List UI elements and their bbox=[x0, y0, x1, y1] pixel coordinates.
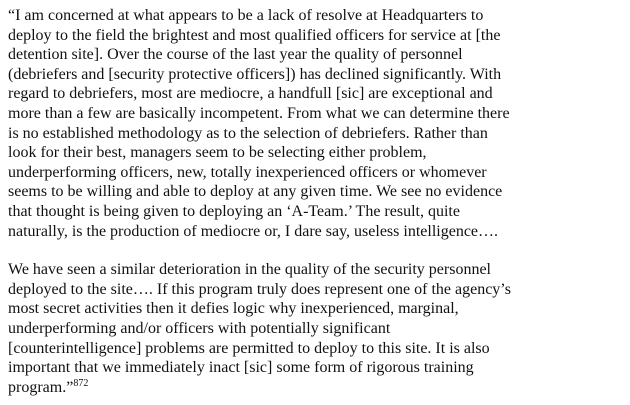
text-line: more than a few are basically incompetent. From what we can determine there bbox=[8, 104, 510, 122]
text-line: is no established methodology as to the selection of debriefers. Rather than bbox=[8, 124, 488, 142]
text-line: deploy to the field the brightest and most qualified officers for service at [the bbox=[8, 26, 501, 44]
text-line-last bbox=[8, 378, 624, 398]
footnote-reference[interactable]: 872 bbox=[73, 377, 89, 389]
text-line: (debriefers and [security protective officers]) has declined significantly. With bbox=[8, 65, 502, 83]
paragraph-1 bbox=[8, 6, 624, 241]
text-line: deployed to the site…. If this program truly does represent one of the agency’s bbox=[8, 280, 511, 298]
text-line: We have seen a similar deterioration in the quality of the security personnel bbox=[8, 261, 491, 279]
text-line: regard to debriefers, most are mediocre, a handfull [sic] are exceptional and bbox=[8, 85, 493, 103]
text-line: [counterintelligence] problems are permitted to deploy to this site. It is also bbox=[8, 339, 490, 357]
text-line: naturally, is the production of mediocre or, I dare say, useless intelligence…. bbox=[8, 222, 499, 240]
text-line: underperforming and/or officers with potentially significant bbox=[8, 319, 391, 337]
text-line: look for their best, managers seem to be selecting either problem, bbox=[8, 144, 427, 162]
text-line: seems to be willing and able to deploy at any given time. We see no evidence bbox=[8, 183, 503, 201]
text-line: most secret activities then it defies logic why inexperienced, marginal, bbox=[8, 300, 459, 318]
text-line: underperforming officers, new, totally inexperienced officers or whomever bbox=[8, 163, 487, 181]
document-body bbox=[8, 6, 624, 397]
paragraph-2 bbox=[8, 260, 624, 397]
text-line: important that we immediately inact [sic] some form of rigorous training bbox=[8, 359, 474, 377]
closing-text: program.” bbox=[8, 378, 74, 396]
text-line: “I am concerned at what appears to be a lack of resolve at Headquarters to bbox=[8, 7, 484, 24]
text-line: detention site]. Over the course of the last year the quality of personnel bbox=[8, 46, 463, 64]
text-line: that thought is being given to deploying an ‘A-Team.’ The result, quite bbox=[8, 202, 460, 220]
